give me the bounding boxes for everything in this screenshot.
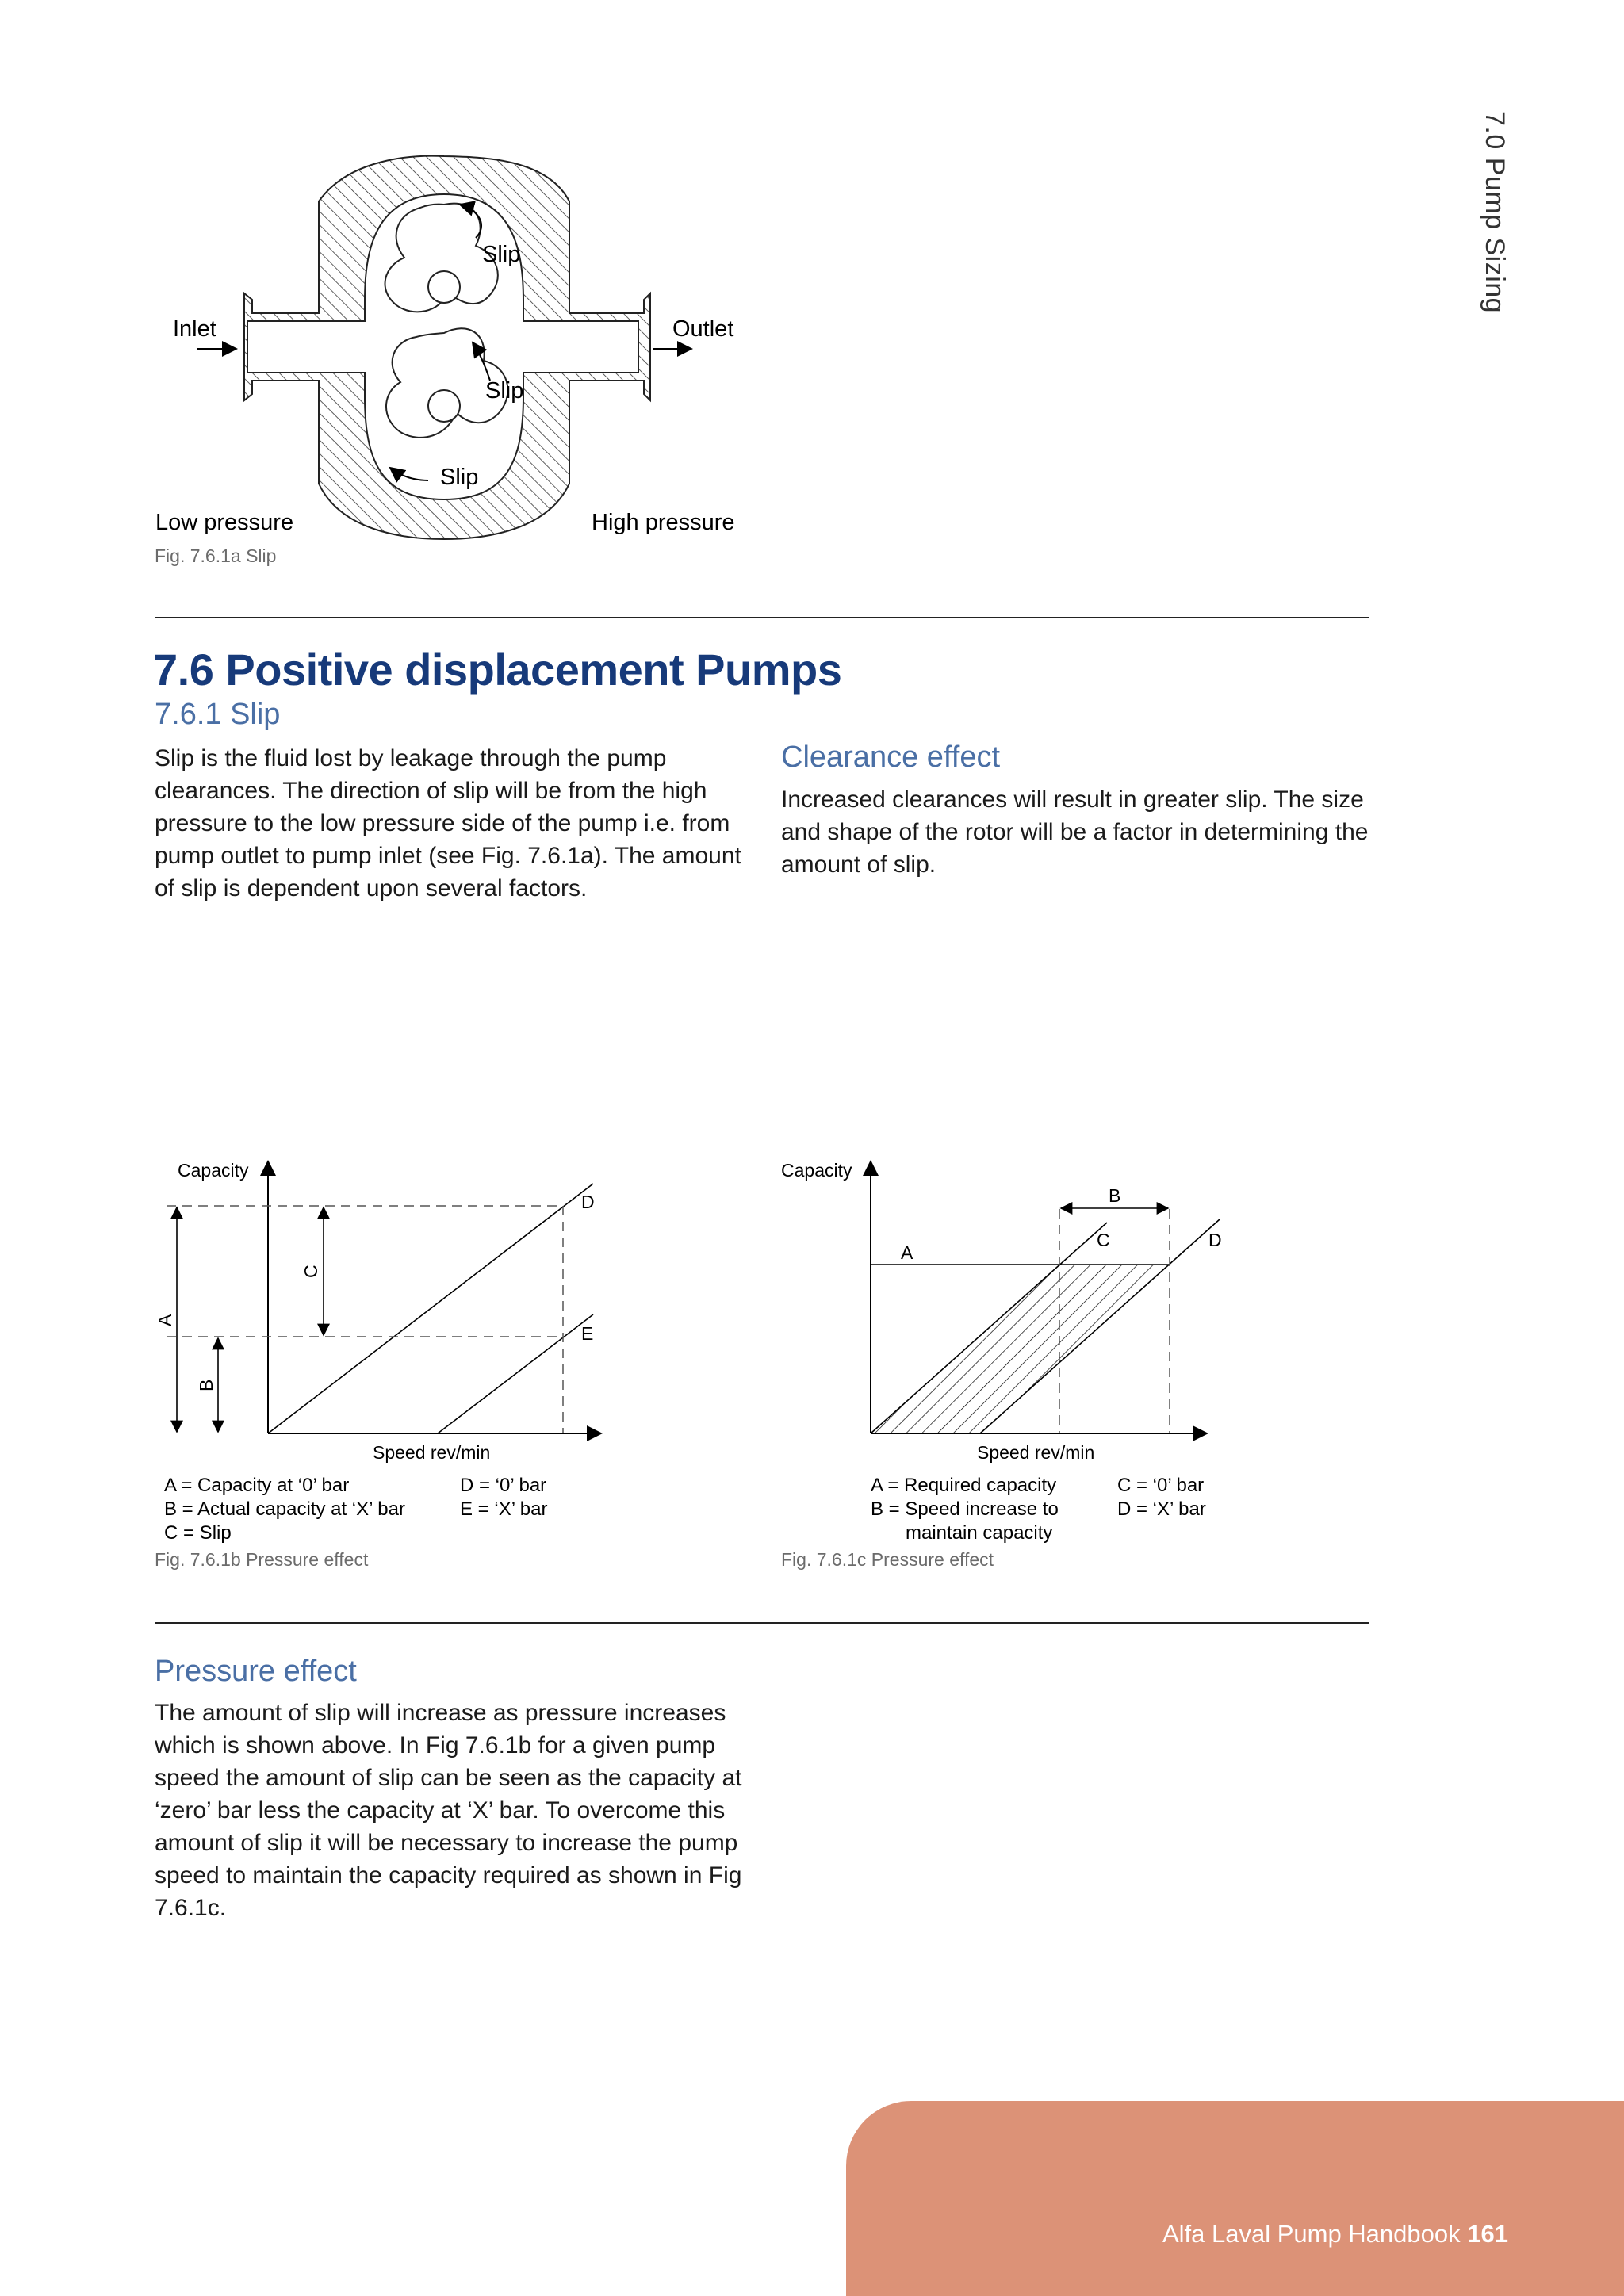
x-axis-label: Speed rev/min: [977, 1442, 1095, 1463]
pump-slip-diagram: [151, 143, 753, 555]
top-rotor-hub: [428, 271, 460, 303]
chapter-side-tab: [1477, 111, 1516, 317]
section-title: 7.6 Positive displacement Pumps: [153, 645, 842, 695]
line-e: [438, 1314, 593, 1433]
outlet-label: Outlet: [672, 316, 734, 342]
hatched-region: [871, 1265, 1170, 1433]
y-axis-label: Capacity: [781, 1160, 852, 1181]
bottom-rotor-hub: [428, 390, 460, 422]
label-c: C: [301, 1265, 321, 1278]
label-d: D: [581, 1192, 595, 1212]
fig-c-legend-a: A = Required capacity: [871, 1475, 1057, 1496]
label-a: A: [155, 1314, 175, 1326]
fig-b-legend-e: E = ‘X’ bar: [460, 1498, 548, 1520]
slip-label-mid: Slip: [485, 378, 524, 404]
pressure-effect-heading: Pressure effect: [155, 1655, 357, 1688]
fig-b-legend-d: D = ‘0’ bar: [460, 1475, 547, 1496]
chapter-side-tab-label: 7.0 Pump Sizing: [1480, 111, 1510, 314]
slip-label-top: Slip: [482, 242, 521, 267]
bottom-divider: [155, 1622, 1369, 1624]
clearance-effect-heading: Clearance effect: [781, 740, 1001, 774]
label-c: C: [1097, 1230, 1110, 1250]
label-b: B: [1109, 1185, 1121, 1206]
low-pressure-label: Low pressure: [155, 510, 294, 535]
fig-b-legend-b: B = Actual capacity at ‘X’ bar: [164, 1498, 405, 1520]
slip-intro-paragraph: Slip is the fluid lost by leakage through the pump clearances. The direction of slip will be from the high pressure to the low pressure side of the pump i.e. from pump outlet to pump inlet (see Fig. 7.6.1a). The amount of slip is dependent upon several factors.: [155, 745, 741, 901]
fig-b-legend-c: C = Slip: [164, 1522, 232, 1544]
label-d: D: [1208, 1230, 1222, 1250]
label-b: B: [196, 1379, 216, 1391]
inlet-label: Inlet: [173, 316, 216, 342]
pressure-effect-chart-b: [151, 1150, 626, 1467]
page-number: 161: [1467, 2220, 1508, 2248]
slip-label-bottom: Slip: [440, 465, 479, 490]
section-subtitle: 7.6.1 Slip: [155, 698, 281, 731]
fig-c-legend-d: D = ‘X’ bar: [1117, 1498, 1206, 1520]
fig-a-caption: Fig. 7.6.1a Slip: [155, 545, 277, 566]
y-axis-label: Capacity: [178, 1160, 249, 1181]
x-axis-label: Speed rev/min: [373, 1442, 491, 1463]
footer-band: [846, 2101, 1624, 2296]
fig-b-caption: Fig. 7.6.1b Pressure effect: [155, 1549, 369, 1570]
label-e: E: [581, 1323, 594, 1344]
high-pressure-label: High pressure: [592, 510, 735, 535]
label-a: A: [901, 1242, 914, 1263]
clearance-effect-paragraph: Increased clearances will result in greater slip. The size and shape of the rotor will be a factor in determining the amount of slip.: [781, 786, 1369, 878]
line-d: [268, 1184, 593, 1433]
top-divider: [155, 617, 1369, 618]
fig-c-legend-b2: maintain capacity: [906, 1522, 1053, 1544]
pressure-effect-paragraph: The amount of slip will increase as pressure increases which is shown above. In Fig 7.6.1b for a given pump speed the amount of slip can be seen as the capacity at ‘zero’ bar less the capacity at ‘X’ bar. To overcome this amount of slip it will be necessary to increase the pump speed to maintain the capacity required as shown in Fig 7.6.1c.: [155, 1700, 742, 1921]
fig-c-legend-b: B = Speed increase to: [871, 1498, 1059, 1520]
fig-c-legend-c: C = ‘0’ bar: [1117, 1475, 1205, 1496]
fig-b-legend-a: A = Capacity at ‘0’ bar: [164, 1475, 350, 1496]
footer-label: [1162, 2220, 1508, 2248]
fig-c-caption: Fig. 7.6.1c Pressure effect: [781, 1549, 994, 1570]
pressure-effect-chart-c: [777, 1150, 1253, 1467]
footer-brand: Alfa Laval Pump Handbook: [1162, 2220, 1461, 2248]
